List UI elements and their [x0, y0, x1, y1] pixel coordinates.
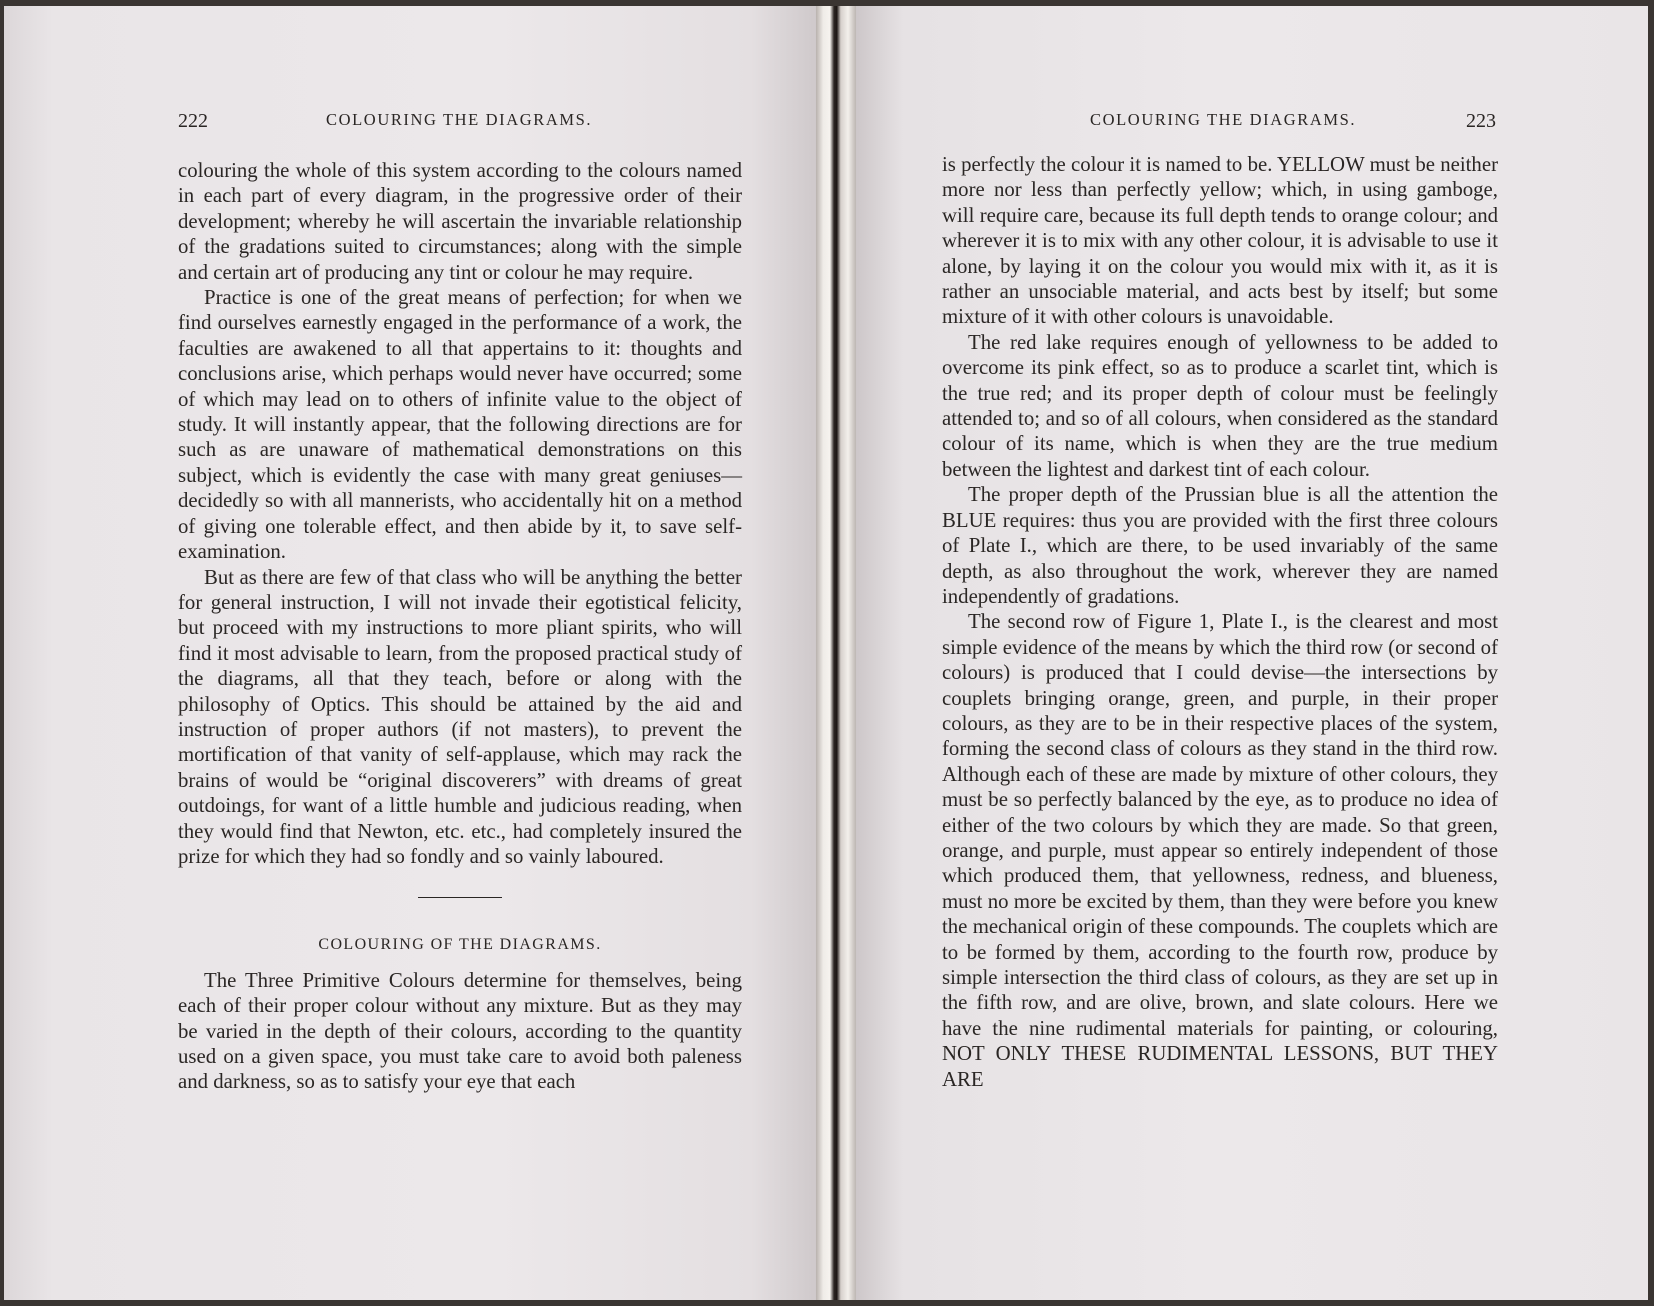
right-page: [856, 6, 1648, 1300]
left-page: [4, 6, 816, 1300]
paragraph: But as there are few of that class who will be anything the better for general instruction, I will not invade their egotistical felicity, but proceed with my instructions to more pliant spirits, who will find it most advisable to learn, from the proposed practical study of the diagrams, all that they teach, before or along with the philosophy of Optics. This should be attained by the aid and instruction of proper authors (if not masters), to prevent the mortification of that vanity of self-applause, which may rack the brains of would be “original discoverers” with dreams of great outdoings, for want of a little humble and judicious reading, when they would find that Newton, etc. etc., had completely insured the prize for which they had so fondly and so vainly laboured.: [178, 565, 742, 868]
page-number: 223: [1466, 110, 1496, 132]
paragraph: The proper depth of the Prussian blue is all the attention the BLUE requires: thus you are provided with the first three colours of Plate I., which are there, to be used invariably of the same depth, as also throughout the work, wherever they are named independently of gradations.: [942, 483, 1498, 608]
running-head: COLOURING THE DIAGRAMS.: [326, 110, 593, 129]
body-text: [178, 158, 742, 1095]
page-number: 222: [178, 110, 208, 132]
section-divider: [418, 897, 502, 898]
book-gutter: [816, 6, 856, 1300]
paragraph: The red lake requires enough of yellowness to be added to overcome its pink effect, so as to produce a scarlet tint, which is the true red; and its proper depth of colour must be feelingly attended to; and so of all colours, when considered as the standard colour of its name, which is when they are the true medium between the lightest and darkest tint of each colour.: [942, 330, 1498, 481]
paragraph: The second row of Figure 1, Plate I., is the clearest and most simple evidence of the means by which the third row (or second of colours) is produced that I could devise—the intersections by couplets bringing orange, green, and purple, in their proper colours, as they are to be in their respective places of the system, forming the second class of colours as they stand in the third row. Although each of these are made by mixture of other colours, they must be so perfectly balanced by the eye, as to produce no idea of either of the two colours by which they are made. So that green, orange, and purple, must appear so entirely independent of those which produced them, that yellowness, redness, and blueness, must no more be excited by them, than they were before you knew the mechanical origin of these compounds. The couplets which are to be formed by them, according to the fourth row, produce by simple intersection the third class of colours, as they are set up in the fifth row, and are olive, brown, and slate colours. Here we have the nine rudimental materials for painting, or colouring, NOT ONLY THESE RUDIMENTAL LESSONS, BUT THEY ARE: [942, 610, 1498, 1091]
paragraph: Practice is one of the great means of perfection; for when we find ourselves earnestly engaged in the performance of a work, the faculties are awakened to all that appertains to it: thoughts and conclusions arise, which perhaps would never have occurred; some of which may lead on to others of infinite value to the object of study. It will instantly appear, that the following directions are for such as are unaware of mathematical demonstrations on this subject, which is evidently the case with many great geniuses—decidedly so with all mannerists, who accidentally hit on a method of giving one tolerable effect, and then abide by it, to save self-examination.: [178, 286, 742, 564]
paragraph: The Three Primitive Colours determine for themselves, being each of their proper colour without any mixture. But as they may be varied in the depth of their colours, according to the quantity used on a given space, you must take care to avoid both paleness and darkness, so as to satisfy your eye that each: [178, 968, 742, 1094]
paragraph: is perfectly the colour it is named to be. YELLOW must be neither more nor less than perfectly yellow; which, in using gamboge, will require care, because its full depth tends to orange colour; and wherever it is to mix with any other colour, it is advisable to use it alone, by laying it on the colour you would mix with it, as it is rather an unsociable material, and acts best by itself; but some mixture of it with other colours is unavoidable.: [942, 153, 1498, 329]
section-heading: COLOURING OF THE DIAGRAMS.: [318, 936, 602, 954]
body-text: [942, 152, 1498, 1092]
book-spread: [4, 6, 1648, 1300]
paragraph: colouring the whole of this system according to the colours named in each part of every diagram, in the progressive order of their development; whereby he will ascertain the invariable relationship of the gradations suited to circumstances; along with the simple and certain art of producing any tint or colour he may require.: [178, 159, 742, 284]
running-head: COLOURING THE DIAGRAMS.: [1090, 110, 1357, 129]
